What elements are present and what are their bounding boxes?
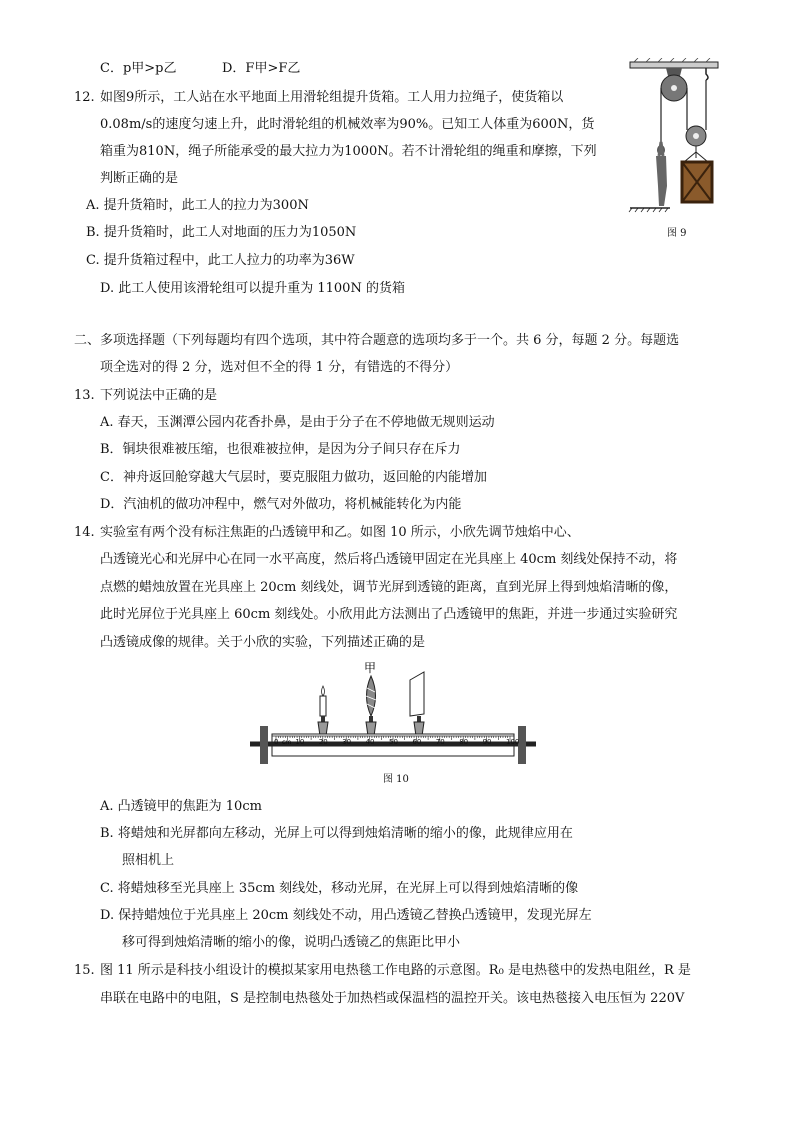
q12-stem-line: 如图9所示，工人站在水平地面上用滑轮组提升货箱。工人用力拉绳子，使货箱以 [100,90,564,105]
section-2-heading: 二、多项选择题（下列每题均有四个选项，其中符合题意的选项均多于一个。共 6 分，每题 2 分。每题选 [74,333,680,348]
q14-stem-line: 实验室有两个没有标注焦距的凸透镜甲和乙。如图 10 所示，小欣先调节烛焰中心、 [100,525,580,540]
bench-tick-label: 20 [318,738,328,746]
q12-option-a: A. 提升货箱时，此工人的拉力为300N [86,198,309,213]
q13-option-d: D．汽油机的做功冲程中，燃气对外做功，将机械能转化为内能 [100,497,462,512]
q12-option-b: B. 提升货箱时，此工人对地面的压力为1050N [86,225,357,240]
bench-unit-label: cm [282,739,292,746]
q12-option-c: C. 提升货箱过程中，此工人拉力的功率为36W [86,253,355,268]
q15-number: 15. [74,963,95,978]
q12-number: 12. [74,90,95,105]
bench-tick-label: 80 [459,738,469,746]
bench-tick-label: 0 [274,738,279,746]
q13-stem: 下列说法中正确的是 [100,388,218,403]
q14-stem-line: 凸透镜光心和光屏中心在同一水平高度，然后将凸透镜甲固定在光具座上 40cm 刻线处保持不动，将 [100,552,678,567]
bench-tick-label: 50 [389,738,398,746]
q15-line: 串联在电路中的电阻，S 是控制电热毯处于加热档或保温档的温控开关。该电热毯接入电压恒为 220V [100,991,685,1006]
section-2-heading-cont: 项全选对的得 2 分，选对但不全的得 1 分，有错选的不得分） [100,360,459,375]
q14-option-b-cont: 照相机上 [122,853,175,868]
q14-option-a: A. 凸透镜甲的焦距为 10cm [100,799,262,814]
q14-option-d: D. 保持蜡烛位于光具座上 20cm 刻线处不动，用凸透镜乙替换凸透镜甲，发现光屏左 [100,908,592,923]
figure-10-caption: 图 10 [383,774,409,785]
q14-option-d-cont: 移可得到烛焰清晰的缩小的像，说明凸透镜乙的焦距比甲小 [122,935,461,950]
q11-option-c: C．p甲>p乙 [100,61,177,76]
q13-option-a: A. 春天，玉渊潭公园内花香扑鼻，是由于分子在不停地做无规则运动 [100,415,495,430]
q14-option-b: B. 将蜡烛和光屏都向左移动，光屏上可以得到烛焰清晰的缩小的像，此规律应用在 [100,826,573,841]
pulley-figure [626,58,722,216]
q14-option-c: C. 将蜡烛移至光具座上 35cm 刻线处，移动光屏，在光屏上可以得到烛焰清晰的像 [100,881,579,896]
bench-tick-label: 30 [342,738,352,746]
q13-number: 13. [74,388,95,403]
q12-stem-line: 箱重为810N，绳子所能承受的最大拉力为1000N。若不计滑轮组的绳重和摩擦，下列 [100,144,597,159]
q14-number: 14. [74,525,95,540]
q12-stem-line: 判断正确的是 [100,171,179,186]
q15-line: 图 11 所示是科技小组设计的模拟某家用电热毯工作电路的示意图。R₀ 是电热毯中的发热电阻丝，R 是 [100,963,691,978]
q11-option-d: D．F甲>F乙 [222,61,301,76]
q14-stem-line: 此时光屏位于光具座上 60cm 刻线处。小欣用此方法测出了凸透镜甲的焦距，并进一步通过实验研究 [100,607,678,622]
bench-tick-label: 90 [482,738,492,746]
q13-option-c: C．神舟返回舱穿越大气层时，要克服阻力做功，返回舱的内能增加 [100,470,487,485]
lens-label: 甲 [364,661,377,675]
bench-tick-label: 10 [295,738,305,746]
q12-option-d: D. 此工人使用该滑轮组可以提升重为 1100N 的货箱 [100,281,405,296]
bench-tick-label: 70 [435,738,445,746]
q14-stem-line: 点燃的蜡烛放置在光具座上 20cm 刻线处，调节光屏到透镜的距离，直到光屏上得到烛焰清晰的像， [100,580,678,595]
figure-9-caption: 图 9 [667,228,687,239]
q13-option-b: B．铜块很难被压缩，也很难被拉伸，是因为分子间只存在斥力 [100,442,461,457]
q12-stem-line: 0.08m/s的速度匀速上升，此时滑轮组的机械效率为90%。已知工人体重为600N，货 [100,117,595,132]
q14-stem-line: 凸透镜成像的规律。关于小欣的实验，下列描述正确的是 [100,635,426,650]
optical-bench-figure [246,658,536,766]
bench-tick-label: 100 [506,738,520,746]
bench-tick-label: 60 [412,738,422,746]
bench-tick-label: 40 [365,738,375,746]
